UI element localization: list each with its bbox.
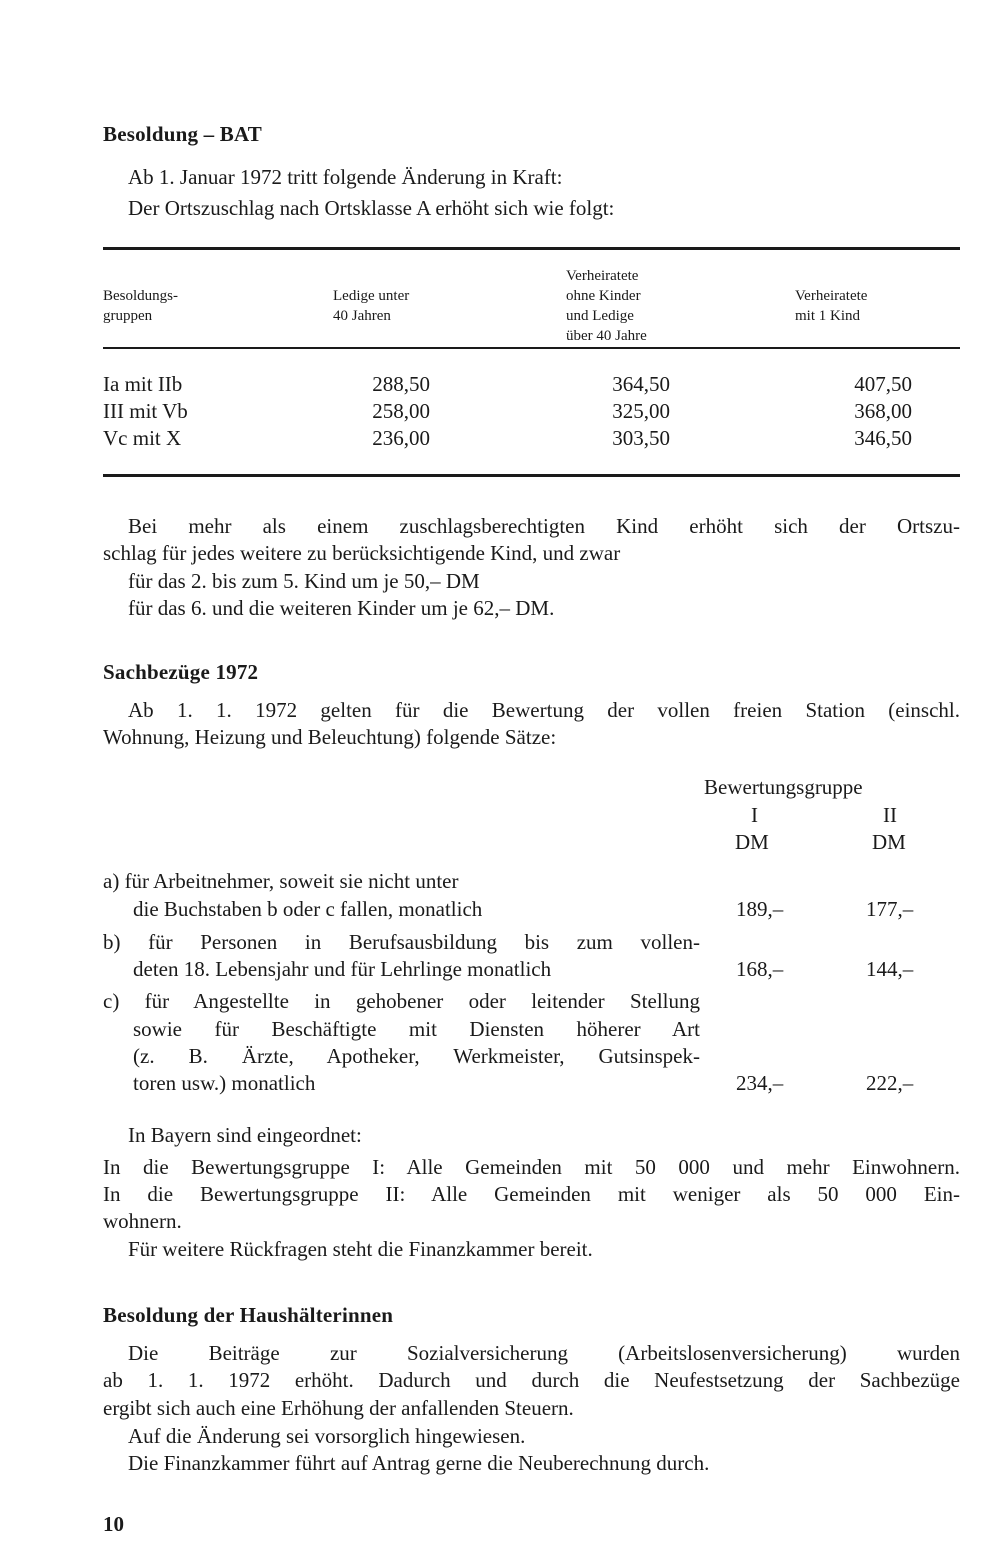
table-header-verheiratete-mit-kind xyxy=(795,286,867,326)
bat-paragraph-line-3: für das 2. bis zum 5. Kind um je 50,– DM xyxy=(128,569,480,593)
bewertungsgruppe-header: Bewertungsgruppe xyxy=(704,775,863,799)
bat-paragraph-line-4: für das 6. und die weiteren Kinder um je 62,– DM. xyxy=(128,596,555,620)
sach-intro-line-1: Ab 1. 1. 1972 gelten für die Bewertung der vollen freien Station (einschl. xyxy=(128,698,960,722)
haus-line-1: Die Beiträge zur Sozialversicherung (Arbeitslosenversicherung) wurden xyxy=(128,1341,960,1365)
header-line: mit 1 Kind xyxy=(795,308,861,324)
table-cell-value: 236,00 xyxy=(372,426,430,450)
bat-intro-line-1: Ab 1. Januar 1972 tritt folgende Änderung in Kraft: xyxy=(128,165,563,189)
item-c-line-4: toren usw.) monatlich xyxy=(133,1071,316,1095)
bayern-line-2: In die Bewertungsgruppe I: Alle Gemeinden mit 50 000 und mehr Einwohnern. xyxy=(103,1155,960,1179)
col-header-i: I xyxy=(751,803,758,827)
header-line: über 40 Jahre xyxy=(566,328,647,344)
section-heading-bat: Besoldung – BAT xyxy=(103,122,262,146)
table-bottom-rule xyxy=(103,474,960,477)
item-a-value-i: 189,– xyxy=(736,897,784,921)
item-a-line-1: a) für Arbeitnehmer, soweit sie nicht unter xyxy=(103,869,459,893)
item-a-value-ii: 177,– xyxy=(866,897,914,921)
col-header-ii: II xyxy=(883,803,897,827)
header-line: gruppen xyxy=(103,308,153,324)
haus-line-2: ab 1. 1. 1972 erhöht. Dadurch und durch die Neufestsetzung der Sachbezüge xyxy=(103,1368,960,1392)
table-cell-value: 364,50 xyxy=(612,372,670,396)
section-heading-haushaelterinnen: Besoldung der Haushälterinnen xyxy=(103,1303,394,1327)
table-cell-value: 258,00 xyxy=(372,399,430,423)
item-b-value-ii: 144,– xyxy=(866,957,914,981)
header-line: Verheiratete xyxy=(566,268,639,284)
header-line: Verheiratete xyxy=(795,288,868,304)
header-line: Ledige unter xyxy=(333,288,410,304)
table-header-besoldungsgruppen xyxy=(103,286,178,326)
table-cell-group: Ia mit IIb xyxy=(103,372,183,396)
item-c-line-1: c) für Angestellte in gehobener oder leitender Stellung xyxy=(103,989,700,1013)
table-cell-group: III mit Vb xyxy=(103,399,188,423)
table-top-rule xyxy=(103,247,960,250)
header-line: 40 Jahren xyxy=(333,308,391,324)
unit-header-i: DM xyxy=(735,830,769,854)
bat-intro-line-2: Der Ortszuschlag nach Ortsklasse A erhöht sich wie folgt: xyxy=(128,196,615,220)
haus-line-5: Die Finanzkammer führt auf Antrag gerne die Neuberechnung durch. xyxy=(128,1451,710,1475)
table-header-verheiratete-ohne-kinder xyxy=(566,266,647,346)
table-cell-value: 303,50 xyxy=(612,426,670,450)
item-c-line-2: sowie für Beschäftigte mit Diensten höherer Art xyxy=(133,1017,700,1041)
bayern-line-1: In Bayern sind eingeordnet: xyxy=(128,1123,362,1147)
item-b-value-i: 168,– xyxy=(736,957,784,981)
table-header-rule xyxy=(103,347,960,349)
table-cell-value: 288,50 xyxy=(372,372,430,396)
unit-header-ii: DM xyxy=(872,830,906,854)
item-c-value-ii: 222,– xyxy=(866,1071,914,1095)
haus-line-4: Auf die Änderung sei vorsorglich hingewiesen. xyxy=(128,1424,526,1448)
item-a-line-2: die Buchstaben b oder c fallen, monatlich xyxy=(133,897,483,921)
bayern-line-4: wohnern. xyxy=(103,1209,182,1233)
table-cell-value: 346,50 xyxy=(854,426,912,450)
sach-intro-line-2: Wohnung, Heizung und Beleuchtung) folgende Sätze: xyxy=(103,725,557,749)
bat-paragraph-line-2: schlag für jedes weitere zu berücksichtigende Kind, und zwar xyxy=(103,541,621,565)
haus-line-3: ergibt sich auch eine Erhöhung der anfallenden Steuern. xyxy=(103,1396,574,1420)
item-b-line-2: deten 18. Lebensjahr und für Lehrlinge monatlich xyxy=(133,957,552,981)
bat-paragraph-line-1: Bei mehr als einem zuschlagsberechtigten Kind erhöht sich der Ortszu- xyxy=(128,514,960,538)
table-cell-value: 325,00 xyxy=(612,399,670,423)
item-b-line-1: b) für Personen in Berufsausbildung bis zum vollen- xyxy=(103,930,700,954)
item-c-line-3: (z. B. Ärzte, Apotheker, Werkmeister, Gutsinspek- xyxy=(133,1044,700,1068)
table-header-ledige xyxy=(333,286,409,326)
header-line: Besoldungs- xyxy=(103,288,178,304)
table-cell-value: 407,50 xyxy=(854,372,912,396)
table-cell-group: Vc mit X xyxy=(103,426,182,450)
section-heading-sachbezuege: Sachbezüge 1972 xyxy=(103,660,259,684)
header-line: und Ledige xyxy=(566,308,634,324)
page-number: 10 xyxy=(103,1512,124,1536)
item-c-value-i: 234,– xyxy=(736,1071,784,1095)
bayern-line-5: Für weitere Rückfragen steht die Finanzkammer bereit. xyxy=(128,1237,593,1261)
table-cell-value: 368,00 xyxy=(854,399,912,423)
header-line: ohne Kinder xyxy=(566,288,641,304)
bayern-line-3: In die Bewertungsgruppe II: Alle Gemeinden mit weniger als 50 000 Ein- xyxy=(103,1182,960,1206)
